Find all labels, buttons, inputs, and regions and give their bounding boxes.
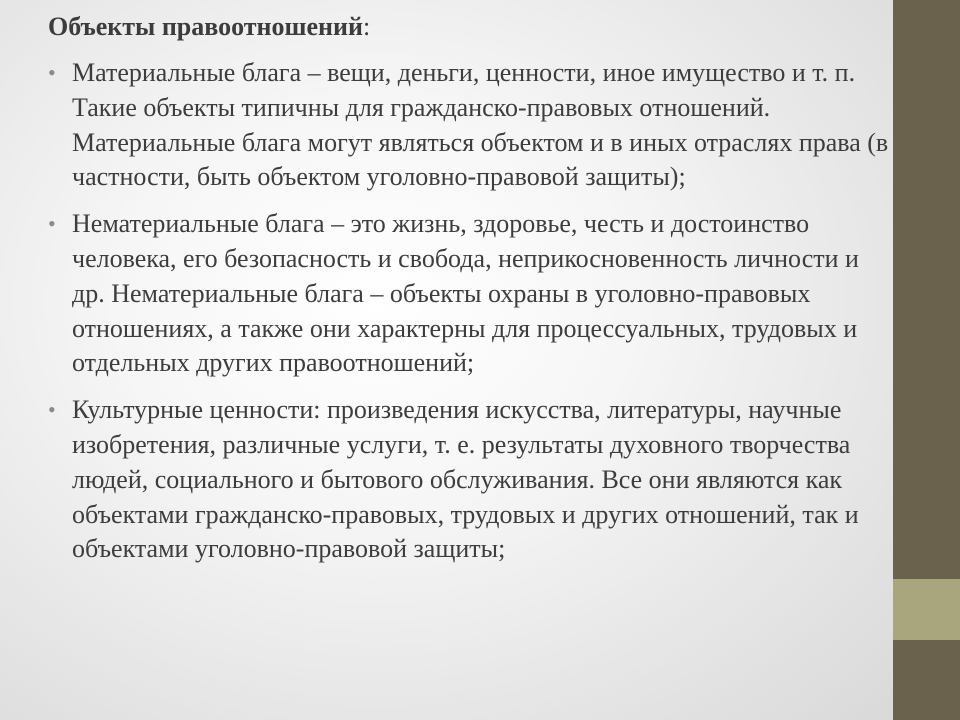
slide-heading [48, 9, 370, 45]
bullet-item-text: Нематериальные блага – это жизнь, здоровье, честь и достоинство человека, его безопасность и свобода, неприкосновенность личности и др. Нематериальные блага – объекты охраны в уголовно-правовых отношениях, а также они характерны для процессуальных, трудовых и отдельных других правоотношений; [72, 209, 859, 378]
bullet-list [48, 56, 893, 579]
bullet-icon: • [48, 397, 56, 423]
bullet-icon: • [48, 211, 56, 237]
bullet-item-text: Культурные ценности: произведения искусства, литературы, научные изобретения, различные услуги, т. е. результаты духовного творчества людей, социального и бытового обслуживания. Все они являются как объектами гражданско-правовых, трудовых и других отношений, так и объектами уголовно-правовой защиты; [72, 395, 859, 564]
slide-heading-title: Объекты правоотношений [48, 12, 363, 41]
slide-heading-colon: : [362, 12, 371, 41]
bullet-item-cultural-values [48, 393, 893, 567]
decorative-side-accent [893, 579, 960, 640]
decorative-side-band [893, 0, 960, 720]
bullet-icon: • [48, 60, 56, 85]
bullet-item-text: Материальные блага – вещи, деньги, ценности, иное имущество и т. п. Такие объекты типичны для гражданско-правовых отношений. Материальные блага могут являться объектом и в иных отраслях права (в частности, быть объектом уголовно-правовой защиты); [72, 58, 889, 192]
bullet-item-intangible-goods [48, 207, 893, 381]
bullet-item-material-goods [48, 56, 893, 195]
